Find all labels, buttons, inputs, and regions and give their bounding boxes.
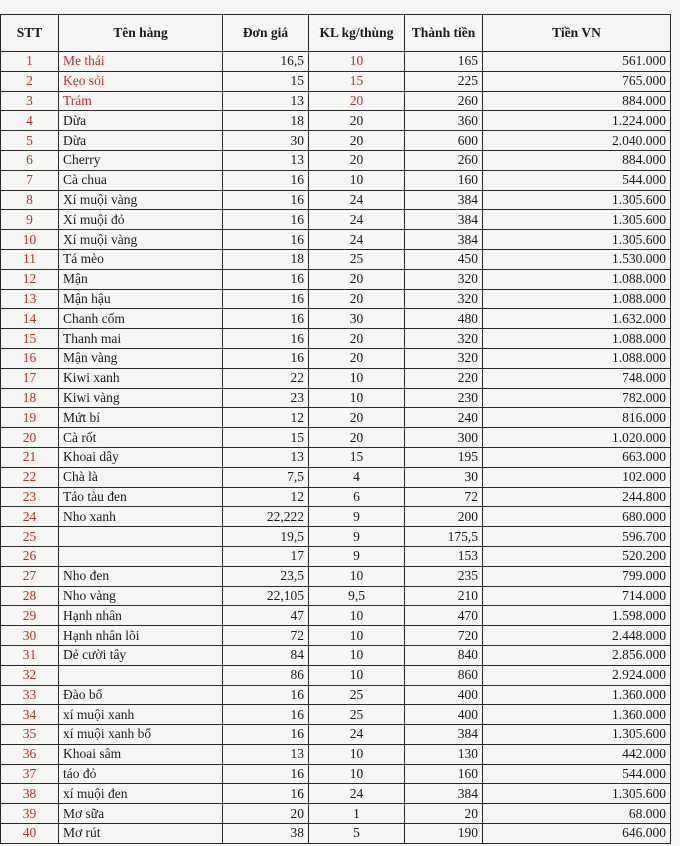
cell-price[interactable]: 15	[223, 71, 309, 91]
cell-stt[interactable]: 4	[1, 111, 59, 131]
price-table	[0, 14, 671, 844]
cell-weight[interactable]: 20	[309, 150, 405, 170]
cell-weight[interactable]: 20	[309, 408, 405, 428]
cell-vnd[interactable]: 1.305.600	[483, 230, 671, 250]
cell-vnd[interactable]: 646.000	[483, 824, 671, 844]
cell-name[interactable]: Hạnh nhân	[59, 606, 223, 626]
cell-price[interactable]: 16	[223, 230, 309, 250]
cell-vnd[interactable]: 816.000	[483, 408, 671, 428]
table-row	[1, 289, 671, 309]
cell-name[interactable]: Dừa	[59, 131, 223, 151]
cell-price[interactable]: 13	[223, 447, 309, 467]
cell-vnd[interactable]: 714.000	[483, 586, 671, 606]
cell-vnd[interactable]: 544.000	[483, 764, 671, 784]
cell-total[interactable]: 320	[405, 289, 483, 309]
table-row	[1, 586, 671, 606]
cell-name[interactable]	[59, 665, 223, 685]
cell-total[interactable]: 160	[405, 764, 483, 784]
cell-stt[interactable]: 24	[1, 507, 59, 527]
cell-name[interactable]: Đào bổ	[59, 685, 223, 705]
cell-total[interactable]: 384	[405, 230, 483, 250]
cell-price[interactable]: 22,105	[223, 586, 309, 606]
cell-stt[interactable]: 32	[1, 665, 59, 685]
cell-weight[interactable]: 10	[309, 764, 405, 784]
cell-stt[interactable]: 26	[1, 546, 59, 566]
table-row	[1, 52, 671, 72]
cell-weight[interactable]: 9,5	[309, 586, 405, 606]
cell-name[interactable]: Tá mèo	[59, 249, 223, 269]
table-row	[1, 249, 671, 269]
cell-vnd[interactable]: 680.000	[483, 507, 671, 527]
cell-total[interactable]: 384	[405, 210, 483, 230]
cell-weight[interactable]: 20	[309, 111, 405, 131]
cell-stt[interactable]: 34	[1, 705, 59, 725]
cell-vnd[interactable]: 1.598.000	[483, 606, 671, 626]
cell-total[interactable]: 720	[405, 626, 483, 646]
cell-vnd[interactable]: 102.000	[483, 467, 671, 487]
cell-price[interactable]: 22,222	[223, 507, 309, 527]
cell-price[interactable]: 16	[223, 289, 309, 309]
table-row	[1, 309, 671, 329]
cell-weight[interactable]: 1	[309, 804, 405, 824]
table-row	[1, 111, 671, 131]
table-row	[1, 546, 671, 566]
cell-stt[interactable]: 39	[1, 804, 59, 824]
cell-total[interactable]: 384	[405, 725, 483, 745]
table-row	[1, 408, 671, 428]
cell-stt[interactable]: 29	[1, 606, 59, 626]
cell-name[interactable]	[59, 527, 223, 547]
cell-stt[interactable]: 1	[1, 52, 59, 72]
cell-name[interactable]: Xí muội vàng	[59, 190, 223, 210]
cell-vnd[interactable]: 68.000	[483, 804, 671, 824]
cell-price[interactable]: 13	[223, 150, 309, 170]
cell-price[interactable]: 38	[223, 824, 309, 844]
cell-total[interactable]: 860	[405, 665, 483, 685]
cell-stt[interactable]: 36	[1, 744, 59, 764]
cell-price[interactable]: 17	[223, 546, 309, 566]
cell-vnd[interactable]: 1.632.000	[483, 309, 671, 329]
cell-total[interactable]: 153	[405, 546, 483, 566]
table-row	[1, 626, 671, 646]
cell-vnd[interactable]: 1.020.000	[483, 428, 671, 448]
cell-total[interactable]: 260	[405, 91, 483, 111]
cell-stt[interactable]: 40	[1, 824, 59, 844]
cell-vnd[interactable]: 1.088.000	[483, 289, 671, 309]
table-row	[1, 606, 671, 626]
cell-stt[interactable]: 35	[1, 725, 59, 745]
cell-name[interactable]: Cherry	[59, 150, 223, 170]
cell-price[interactable]: 13	[223, 91, 309, 111]
cell-weight[interactable]: 10	[309, 388, 405, 408]
cell-weight[interactable]: 5	[309, 824, 405, 844]
cell-total[interactable]: 360	[405, 111, 483, 131]
cell-price[interactable]: 18	[223, 111, 309, 131]
cell-name[interactable]: Mơ rút	[59, 824, 223, 844]
cell-stt[interactable]: 6	[1, 150, 59, 170]
cell-stt[interactable]: 21	[1, 447, 59, 467]
cell-total[interactable]: 195	[405, 447, 483, 467]
cell-total[interactable]: 320	[405, 329, 483, 349]
cell-name[interactable]	[59, 546, 223, 566]
cell-name[interactable]: Táo tàu đen	[59, 487, 223, 507]
cell-total[interactable]: 20	[405, 804, 483, 824]
header-row	[1, 15, 671, 52]
table-row	[1, 744, 671, 764]
table-row	[1, 804, 671, 824]
cell-vnd[interactable]: 561.000	[483, 52, 671, 72]
cell-stt[interactable]: 2	[1, 71, 59, 91]
cell-weight[interactable]: 10	[309, 626, 405, 646]
cell-name[interactable]: Mận	[59, 269, 223, 289]
cell-stt[interactable]: 33	[1, 685, 59, 705]
cell-vnd[interactable]: 799.000	[483, 566, 671, 586]
table-row	[1, 269, 671, 289]
table-row	[1, 329, 671, 349]
cell-stt[interactable]: 18	[1, 388, 59, 408]
cell-weight[interactable]: 6	[309, 487, 405, 507]
cell-stt[interactable]: 30	[1, 626, 59, 646]
cell-price[interactable]: 13	[223, 744, 309, 764]
cell-price[interactable]: 16	[223, 348, 309, 368]
cell-total[interactable]: 225	[405, 71, 483, 91]
table-row	[1, 71, 671, 91]
table-row	[1, 527, 671, 547]
cell-stt[interactable]: 25	[1, 527, 59, 547]
table-row	[1, 131, 671, 151]
cell-stt[interactable]: 23	[1, 487, 59, 507]
cell-stt[interactable]: 27	[1, 566, 59, 586]
cell-total[interactable]: 320	[405, 269, 483, 289]
cell-price[interactable]: 16	[223, 309, 309, 329]
table-body	[1, 52, 671, 844]
cell-name[interactable]: Nho xanh	[59, 507, 223, 527]
cell-stt[interactable]: 31	[1, 645, 59, 665]
header-stt: STT	[1, 15, 59, 52]
cell-name[interactable]: Mận vàng	[59, 348, 223, 368]
table-row	[1, 566, 671, 586]
table-row	[1, 764, 671, 784]
cell-weight[interactable]: 24	[309, 210, 405, 230]
cell-total[interactable]: 480	[405, 309, 483, 329]
cell-weight[interactable]: 10	[309, 744, 405, 764]
cell-price[interactable]: 16	[223, 705, 309, 725]
cell-total[interactable]: 384	[405, 784, 483, 804]
cell-vnd[interactable]: 748.000	[483, 368, 671, 388]
cell-price[interactable]: 16	[223, 210, 309, 230]
cell-stt[interactable]: 3	[1, 91, 59, 111]
cell-weight[interactable]: 15	[309, 71, 405, 91]
cell-weight[interactable]: 10	[309, 645, 405, 665]
table-row	[1, 91, 671, 111]
cell-weight[interactable]: 15	[309, 447, 405, 467]
header-total: Thành tiền	[405, 15, 483, 52]
cell-vnd[interactable]: 884.000	[483, 150, 671, 170]
cell-stt[interactable]: 11	[1, 249, 59, 269]
cell-weight[interactable]: 10	[309, 566, 405, 586]
table-row	[1, 725, 671, 745]
cell-price[interactable]: 23,5	[223, 566, 309, 586]
cell-stt[interactable]: 38	[1, 784, 59, 804]
cell-price[interactable]: 12	[223, 408, 309, 428]
cell-stt[interactable]: 16	[1, 348, 59, 368]
cell-total[interactable]: 240	[405, 408, 483, 428]
cell-total[interactable]: 165	[405, 52, 483, 72]
cell-price[interactable]: 12	[223, 487, 309, 507]
cell-name[interactable]: táo đỏ	[59, 764, 223, 784]
cell-name[interactable]: Chà là	[59, 467, 223, 487]
table-row	[1, 150, 671, 170]
cell-total[interactable]: 320	[405, 348, 483, 368]
cell-vnd[interactable]: 1.088.000	[483, 348, 671, 368]
table-row	[1, 447, 671, 467]
cell-stt[interactable]: 22	[1, 467, 59, 487]
cell-stt[interactable]: 12	[1, 269, 59, 289]
cell-weight[interactable]: 9	[309, 546, 405, 566]
cell-vnd[interactable]: 765.000	[483, 71, 671, 91]
cell-weight[interactable]: 30	[309, 309, 405, 329]
cell-stt[interactable]: 8	[1, 190, 59, 210]
cell-name[interactable]: Nho đen	[59, 566, 223, 586]
cell-name[interactable]: Kẹo sỏi	[59, 71, 223, 91]
table-row	[1, 507, 671, 527]
table-row	[1, 487, 671, 507]
header-weight: KL kg/thùng	[309, 15, 405, 52]
cell-total[interactable]: 400	[405, 685, 483, 705]
cell-stt[interactable]: 7	[1, 170, 59, 190]
cell-stt[interactable]: 5	[1, 131, 59, 151]
cell-price[interactable]: 23	[223, 388, 309, 408]
cell-total[interactable]: 450	[405, 249, 483, 269]
cell-vnd[interactable]: 1.088.000	[483, 269, 671, 289]
cell-total[interactable]: 30	[405, 467, 483, 487]
cell-stt[interactable]: 9	[1, 210, 59, 230]
cell-weight[interactable]: 20	[309, 329, 405, 349]
table-row	[1, 210, 671, 230]
cell-vnd[interactable]: 1.360.000	[483, 685, 671, 705]
cell-total[interactable]: 200	[405, 507, 483, 527]
cell-price[interactable]: 16,5	[223, 52, 309, 72]
cell-vnd[interactable]: 1.305.600	[483, 725, 671, 745]
cell-vnd[interactable]: 442.000	[483, 744, 671, 764]
cell-total[interactable]: 130	[405, 744, 483, 764]
cell-vnd[interactable]: 596.700	[483, 527, 671, 547]
cell-weight[interactable]: 25	[309, 685, 405, 705]
cell-weight[interactable]: 9	[309, 527, 405, 547]
cell-stt[interactable]: 15	[1, 329, 59, 349]
cell-vnd[interactable]: 1.224.000	[483, 111, 671, 131]
cell-vnd[interactable]: 1.530.000	[483, 249, 671, 269]
cell-weight[interactable]: 20	[309, 348, 405, 368]
cell-weight[interactable]: 24	[309, 230, 405, 250]
cell-vnd[interactable]: 1.360.000	[483, 705, 671, 725]
cell-name[interactable]: Kiwi vàng	[59, 388, 223, 408]
cell-name[interactable]: Hạnh nhân lõi	[59, 626, 223, 646]
cell-weight[interactable]: 20	[309, 269, 405, 289]
cell-total[interactable]: 384	[405, 190, 483, 210]
cell-name[interactable]: xí muội xanh	[59, 705, 223, 725]
cell-name[interactable]: xí muội xanh bổ	[59, 725, 223, 745]
table-row	[1, 348, 671, 368]
cell-stt[interactable]: 13	[1, 289, 59, 309]
cell-weight[interactable]: 25	[309, 705, 405, 725]
cell-name[interactable]: Trám	[59, 91, 223, 111]
cell-price[interactable]: 16	[223, 190, 309, 210]
cell-total[interactable]: 210	[405, 586, 483, 606]
cell-stt[interactable]: 28	[1, 586, 59, 606]
header-name: Tên hàng	[59, 15, 223, 52]
cell-vnd[interactable]: 244.800	[483, 487, 671, 507]
cell-weight[interactable]: 10	[309, 170, 405, 190]
cell-name[interactable]: Chanh cốm	[59, 309, 223, 329]
cell-price[interactable]: 7,5	[223, 467, 309, 487]
cell-weight[interactable]: 24	[309, 725, 405, 745]
cell-price[interactable]: 16	[223, 329, 309, 349]
cell-total[interactable]: 260	[405, 150, 483, 170]
cell-name[interactable]: Mứt bí	[59, 408, 223, 428]
cell-weight[interactable]: 20	[309, 131, 405, 151]
table-row	[1, 170, 671, 190]
cell-name[interactable]: Thanh mai	[59, 329, 223, 349]
table-row	[1, 467, 671, 487]
table-row	[1, 685, 671, 705]
cell-total[interactable]: 230	[405, 388, 483, 408]
cell-name[interactable]: Xí muội đỏ	[59, 210, 223, 230]
cell-vnd[interactable]: 884.000	[483, 91, 671, 111]
cell-name[interactable]: Kiwi xanh	[59, 368, 223, 388]
cell-weight[interactable]: 10	[309, 606, 405, 626]
cell-price[interactable]: 20	[223, 804, 309, 824]
cell-name[interactable]: Mận hậu	[59, 289, 223, 309]
cell-stt[interactable]: 14	[1, 309, 59, 329]
cell-price[interactable]: 18	[223, 249, 309, 269]
cell-name[interactable]: Khoai sâm	[59, 744, 223, 764]
cell-vnd[interactable]: 2.040.000	[483, 131, 671, 151]
cell-total[interactable]: 400	[405, 705, 483, 725]
cell-price[interactable]: 15	[223, 428, 309, 448]
header-vnd: Tiền VN	[483, 15, 671, 52]
cell-price[interactable]: 72	[223, 626, 309, 646]
cell-total[interactable]: 300	[405, 428, 483, 448]
cell-vnd[interactable]: 1.305.600	[483, 784, 671, 804]
cell-name[interactable]: Cà rốt	[59, 428, 223, 448]
cell-weight[interactable]: 9	[309, 507, 405, 527]
cell-vnd[interactable]: 2.856.000	[483, 645, 671, 665]
cell-name[interactable]: Mơ sữa	[59, 804, 223, 824]
cell-total[interactable]: 840	[405, 645, 483, 665]
table-row	[1, 665, 671, 685]
cell-weight[interactable]: 10	[309, 368, 405, 388]
cell-price[interactable]: 16	[223, 725, 309, 745]
cell-weight[interactable]: 10	[309, 52, 405, 72]
cell-price[interactable]: 84	[223, 645, 309, 665]
cell-total[interactable]: 175,5	[405, 527, 483, 547]
cell-price[interactable]: 19,5	[223, 527, 309, 547]
cell-stt[interactable]: 19	[1, 408, 59, 428]
cell-name[interactable]: Me thái	[59, 52, 223, 72]
cell-price[interactable]: 16	[223, 685, 309, 705]
table-row	[1, 388, 671, 408]
cell-name[interactable]: Dẻ cười tây	[59, 645, 223, 665]
cell-name[interactable]: Dừa	[59, 111, 223, 131]
cell-vnd[interactable]: 663.000	[483, 447, 671, 467]
cell-weight[interactable]: 4	[309, 467, 405, 487]
cell-price[interactable]: 86	[223, 665, 309, 685]
cell-name[interactable]: Khoai dây	[59, 447, 223, 467]
cell-total[interactable]: 600	[405, 131, 483, 151]
table-row	[1, 784, 671, 804]
cell-price[interactable]: 16	[223, 764, 309, 784]
cell-name[interactable]: Cà chua	[59, 170, 223, 190]
cell-price[interactable]: 47	[223, 606, 309, 626]
cell-name[interactable]: Xí muội vàng	[59, 230, 223, 250]
cell-weight[interactable]: 24	[309, 190, 405, 210]
table-row	[1, 368, 671, 388]
cell-stt[interactable]: 20	[1, 428, 59, 448]
table-row	[1, 824, 671, 844]
cell-price[interactable]: 22	[223, 368, 309, 388]
cell-vnd[interactable]: 1.305.600	[483, 210, 671, 230]
cell-vnd[interactable]: 782.000	[483, 388, 671, 408]
cell-stt[interactable]: 10	[1, 230, 59, 250]
header-price: Đơn giá	[223, 15, 309, 52]
cell-weight[interactable]: 20	[309, 428, 405, 448]
cell-weight[interactable]: 20	[309, 91, 405, 111]
cell-total[interactable]: 470	[405, 606, 483, 626]
cell-total[interactable]: 160	[405, 170, 483, 190]
cell-vnd[interactable]: 544.000	[483, 170, 671, 190]
cell-vnd[interactable]: 1.088.000	[483, 329, 671, 349]
table-row	[1, 230, 671, 250]
cell-total[interactable]: 235	[405, 566, 483, 586]
cell-weight[interactable]: 24	[309, 784, 405, 804]
table-row	[1, 705, 671, 725]
cell-vnd[interactable]: 520.200	[483, 546, 671, 566]
cell-vnd[interactable]: 1.305.600	[483, 190, 671, 210]
table-row	[1, 190, 671, 210]
cell-total[interactable]: 220	[405, 368, 483, 388]
cell-stt[interactable]: 37	[1, 764, 59, 784]
cell-name[interactable]: xí muội đen	[59, 784, 223, 804]
table-row	[1, 645, 671, 665]
cell-name[interactable]: Nho vàng	[59, 586, 223, 606]
cell-weight[interactable]: 25	[309, 249, 405, 269]
cell-total[interactable]: 190	[405, 824, 483, 844]
cell-total[interactable]: 72	[405, 487, 483, 507]
cell-weight[interactable]: 20	[309, 289, 405, 309]
table-row	[1, 428, 671, 448]
cell-vnd[interactable]: 2.924.000	[483, 665, 671, 685]
cell-price[interactable]: 16	[223, 269, 309, 289]
cell-price[interactable]: 30	[223, 131, 309, 151]
cell-price[interactable]: 16	[223, 784, 309, 804]
cell-stt[interactable]: 17	[1, 368, 59, 388]
cell-vnd[interactable]: 2.448.000	[483, 626, 671, 646]
cell-weight[interactable]: 10	[309, 665, 405, 685]
cell-price[interactable]: 16	[223, 170, 309, 190]
